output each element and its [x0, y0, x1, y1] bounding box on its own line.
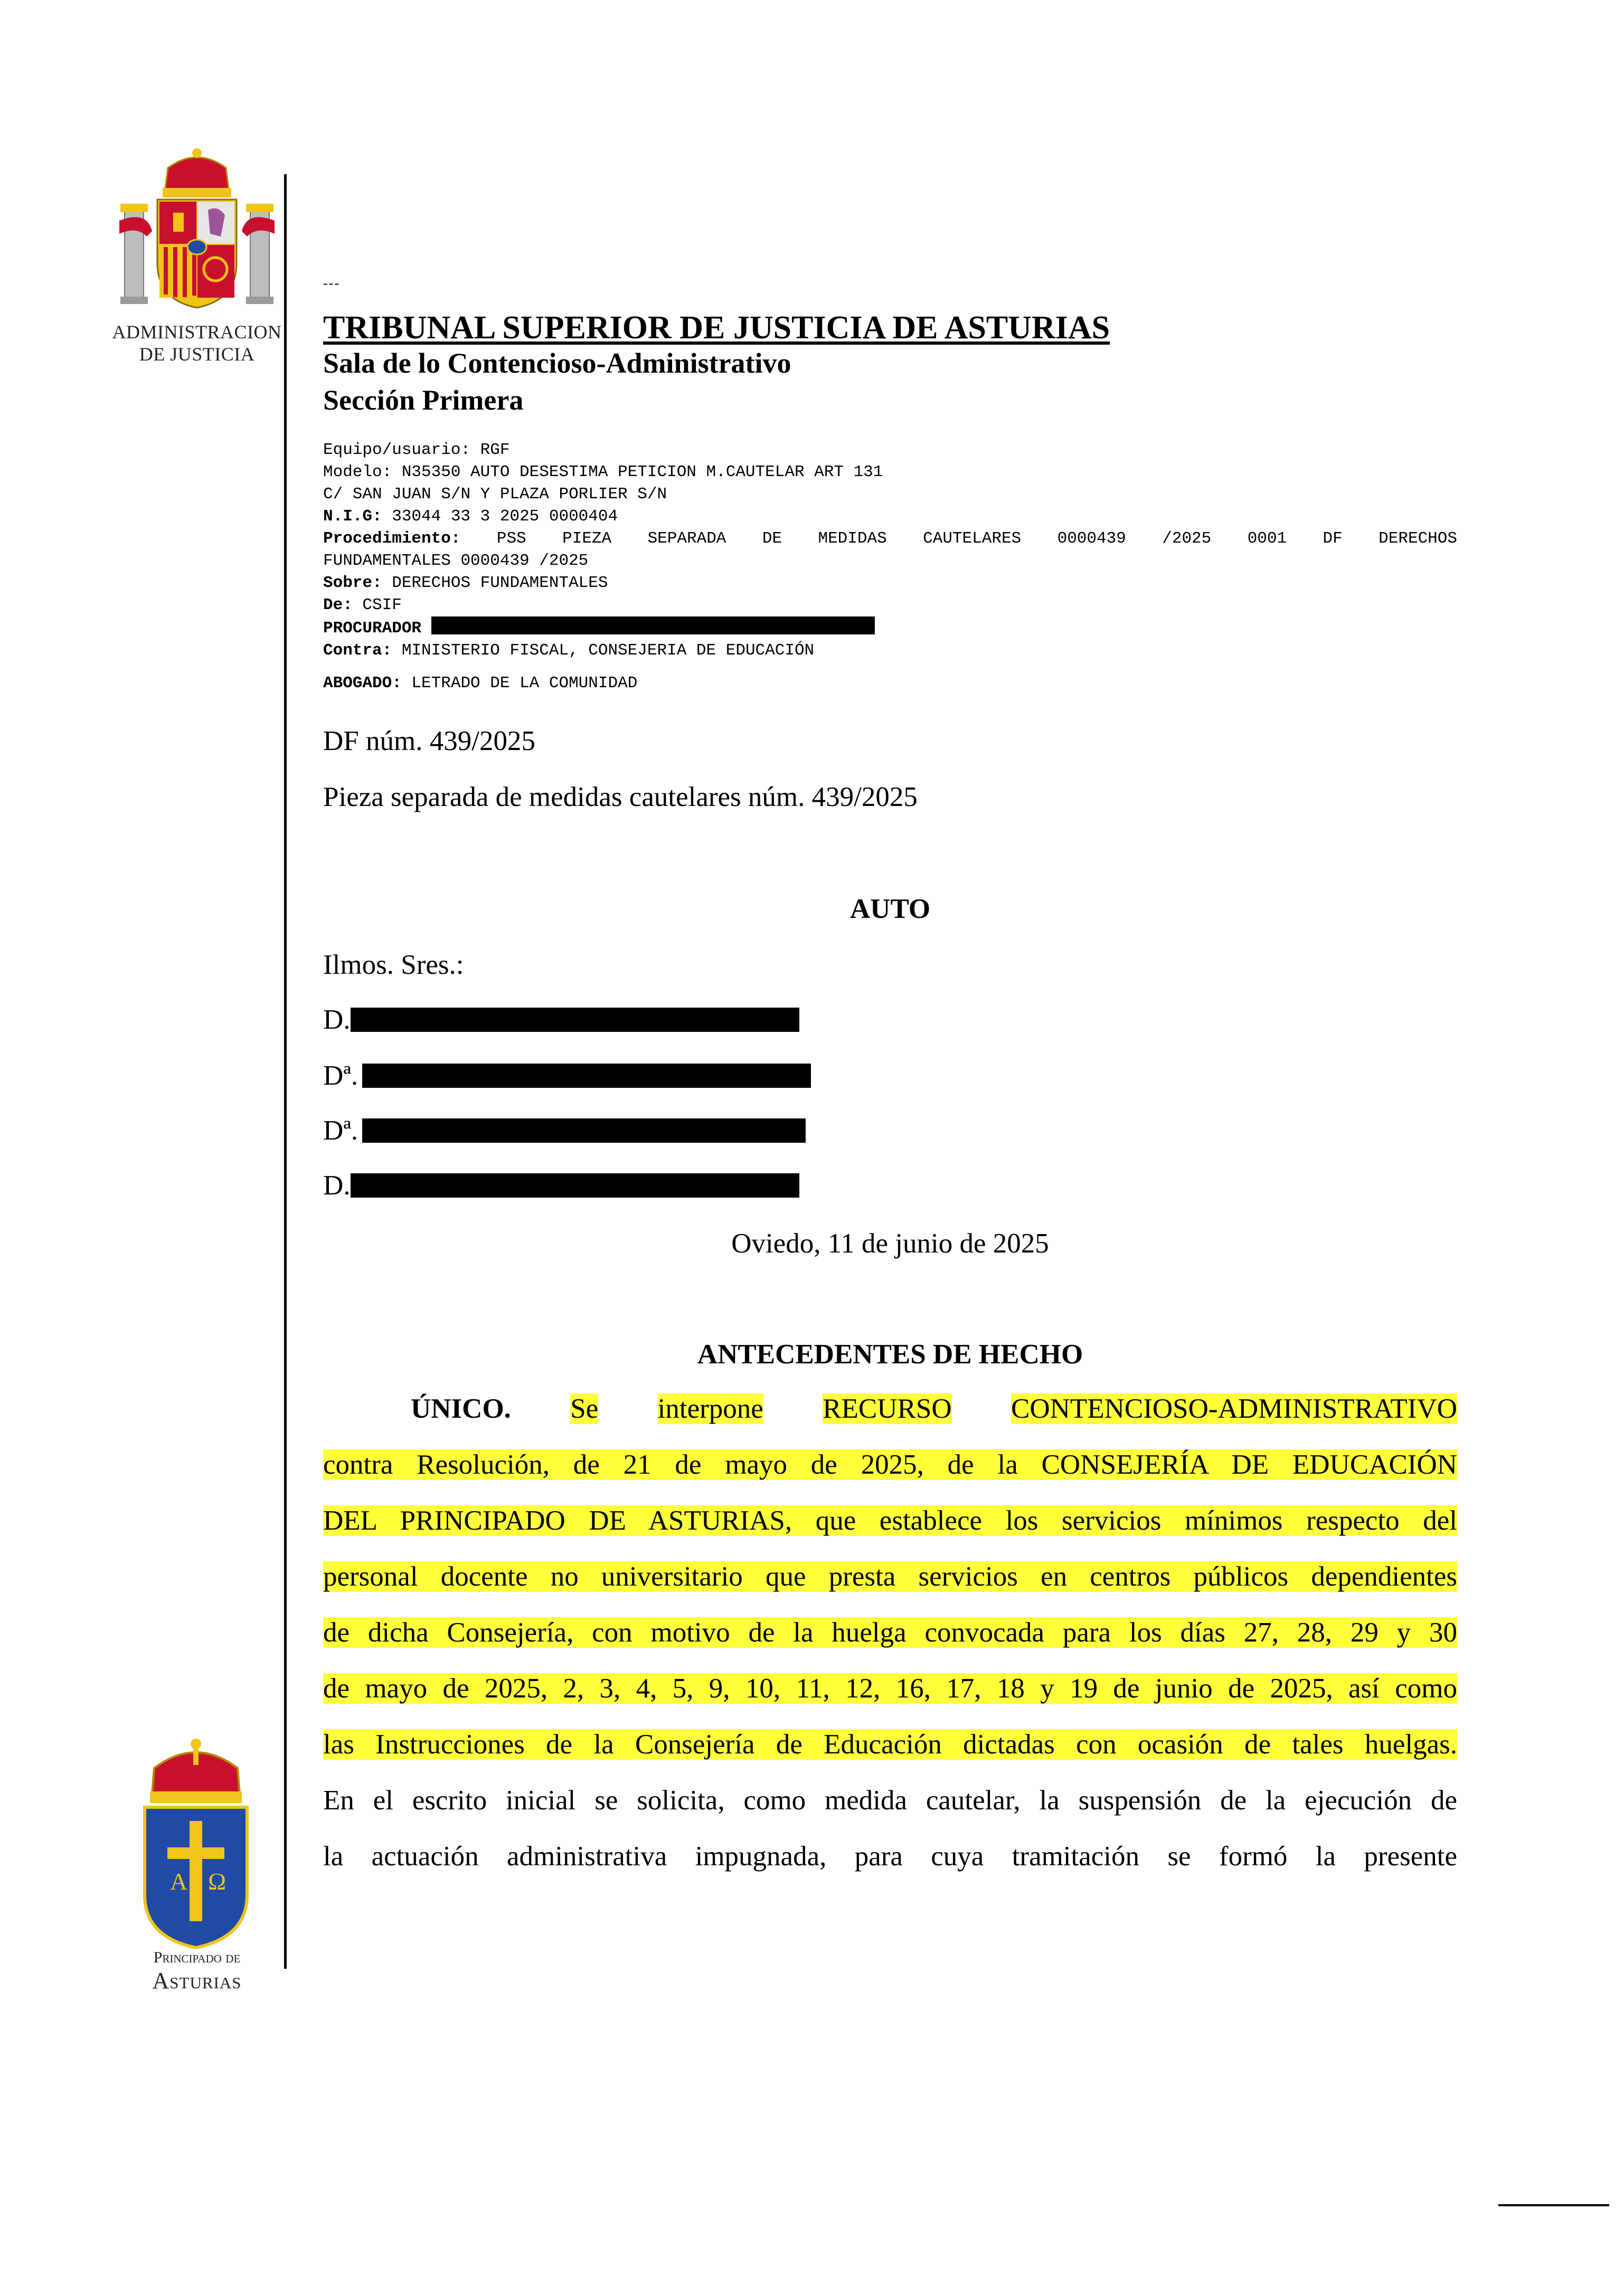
- body-line-3: DEL PRINCIPADO DE ASTURIAS, que establece los servicios mínimos respecto del: [323, 1505, 1457, 1536]
- redaction-bar: [351, 1008, 799, 1032]
- pieza-number: Pieza separada de medidas cautelares núm. 439/2025: [323, 782, 918, 812]
- meta-modelo: Modelo: N35350 AUTO DESESTIMA PETICION M.CAUTELAR ART 131: [323, 463, 883, 481]
- svg-text:Ω: Ω: [208, 1868, 226, 1895]
- bottom-logo-caption: Principado de Asturias: [152, 1949, 242, 1994]
- redaction-bar: [431, 616, 875, 634]
- redaction-bar: [351, 1173, 799, 1198]
- meta-procedimiento: Procedimiento: PSS PIEZA SEPARADA DE MEDIDAS CAUTELARES 0000439 /2025 0001 DF DERECHOS: [323, 529, 1457, 548]
- footer-rule: [1498, 2204, 1609, 2206]
- body-line-1: ÚNICO. Se interpone RECURSO CONTENCIOSO-ADMINISTRATIVO: [411, 1393, 1458, 1424]
- meta-equipo: Equipo/usuario: RGF: [323, 441, 510, 459]
- judge-line: Dª.: [323, 1114, 806, 1147]
- svg-text:A: A: [170, 1868, 188, 1895]
- spain-coat-of-arms-logo: [115, 147, 279, 316]
- meta-sobre: Sobre: DERECHOS FUNDAMENTALES: [323, 574, 608, 592]
- header-mark: ---: [323, 276, 340, 291]
- body-line-4: personal docente no universitario que presta servicios en centros públicos dependientes: [323, 1561, 1457, 1592]
- place-date: Oviedo, 11 de junio de 2025: [731, 1228, 1049, 1259]
- redaction-bar: [362, 1118, 806, 1143]
- df-number: DF núm. 439/2025: [323, 726, 535, 756]
- meta-contra: Contra: MINISTERIO FISCAL, CONSEJERIA DE EDUCACIÓN: [323, 641, 815, 660]
- judge-line: Dª.: [323, 1059, 811, 1093]
- body-line-5: de dicha Consejería, con motivo de la huelga convocada para los días 27, 28, 29 y 30: [323, 1617, 1457, 1648]
- left-margin-rule: [284, 174, 287, 1969]
- asturias-coat-of-arms-logo: [138, 1737, 253, 1953]
- top-logo-caption: ADMINISTRACION DE JUSTICIA: [112, 321, 282, 365]
- chamber-title: Sala de lo Contencioso-Administrativo: [323, 347, 791, 379]
- body-line-8: En el escrito inicial se solicita, como medida cautelar, la suspensión de la ejecución de: [323, 1785, 1457, 1816]
- meta-procedimiento-cont: FUNDAMENTALES 0000439 /2025: [323, 552, 589, 570]
- section-title: Sección Primera: [323, 384, 524, 416]
- meta-direccion: C/ SAN JUAN S/N Y PLAZA PORLIER S/N: [323, 485, 667, 504]
- body-line-6: de mayo de 2025, 2, 3, 4, 5, 9, 10, 11, 12, 16, 17, 18 y 19 de junio de 2025, así como: [323, 1673, 1457, 1704]
- antecedentes-heading: ANTECEDENTES DE HECHO: [697, 1339, 1083, 1370]
- judge-line: D.: [323, 1003, 799, 1037]
- meta-nig: N.I.G: 33044 33 3 2025 0000404: [323, 507, 618, 526]
- meta-procurador: PROCURADOR: [323, 616, 1457, 640]
- auto-heading: AUTO: [849, 894, 931, 924]
- judge-line: D.: [323, 1169, 799, 1202]
- body-line-9: la actuación administrativa impugnada, para cuya tramitación se formó la presente: [323, 1841, 1457, 1872]
- meta-abogado: ABOGADO: LETRADO DE LA COMUNIDAD: [323, 674, 638, 692]
- court-title: TRIBUNAL SUPERIOR DE JUSTICIA DE ASTURIAS: [323, 310, 1110, 346]
- body-line-2: contra Resolución, de 21 de mayo de 2025, de la CONSEJERÍA DE EDUCACIÓN: [323, 1449, 1457, 1480]
- body-line-7: las Instrucciones de la Consejería de Educación dictadas con ocasión de tales huelgas.: [323, 1729, 1457, 1760]
- meta-de: De: CSIF: [323, 596, 402, 614]
- redaction-bar: [362, 1064, 811, 1088]
- ilmos-label: Ilmos. Sres.:: [323, 950, 464, 980]
